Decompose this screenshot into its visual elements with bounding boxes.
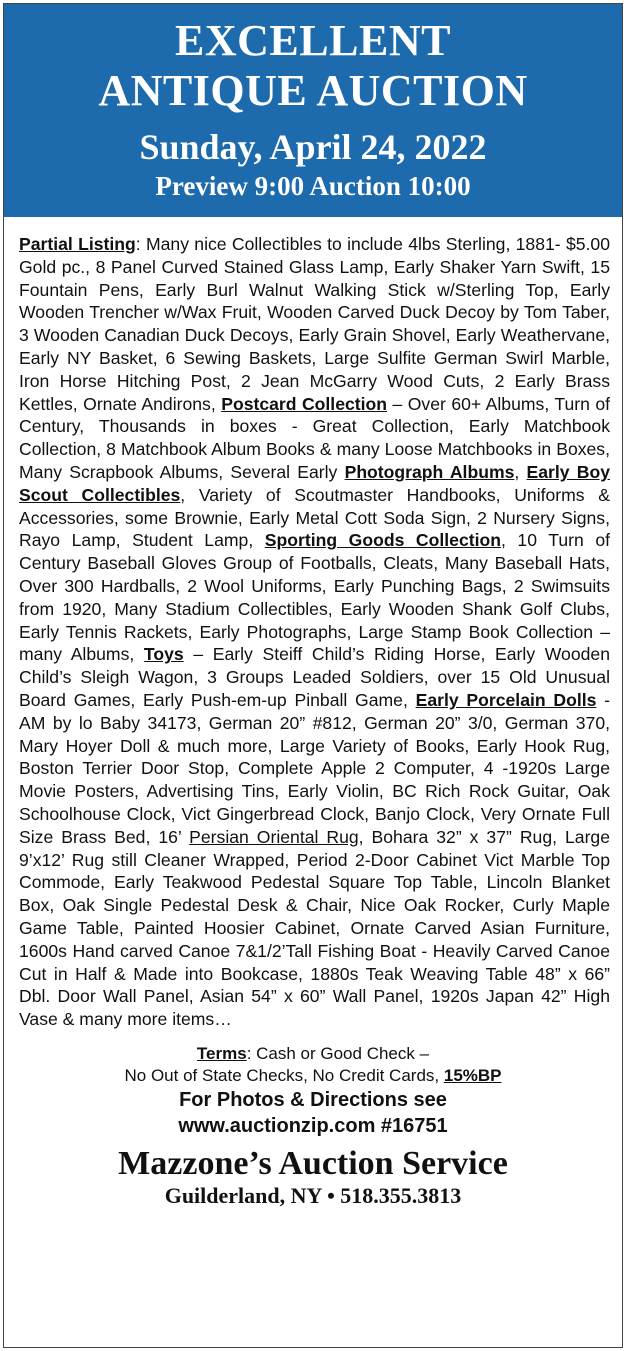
- auction-times: Preview 9:00 Auction 10:00: [155, 171, 471, 201]
- auction-date: Sunday, April 24, 2022: [139, 127, 487, 167]
- partial-listing-label: Partial Listing: [19, 234, 136, 254]
- postcard-collection-label: Postcard Collection: [221, 393, 388, 414]
- terms-text-1: : Cash or Good Check –: [246, 1043, 430, 1063]
- company-name: Mazzone’s Auction Service: [118, 1144, 508, 1182]
- listing-text-7: , Bohara 32” x 37” Rug, Large 9’x12’ Rug still Cleaner Wrapped, Period 2-Door Cabinet Vict Marble Top Commode, Early Teakwood Pedestal Square Top Table, Lincoln Blanket Box, Oak Single Pedestal Desk & Chair, Nice Oak Rocker, Curly Maple Game Table, Painted Hoosier Cabinet, Ornate Carved Asian Furniture, 1600s Hand carved Canoe 7&1/2’Tall Fishing Boat - Heavily Carved Canoe Cut in Half & Made into Bookcase, 1880s Teak Weaving Table 48” x 66” Dbl. Door Wall Panel, Asian 54” x 60” Wall Panel, 1920s Japan 42” High Vase & many more items…: [19, 826, 610, 1030]
- listing-text-3: , Variety of Scoutmaster Handbooks, Uniforms & Accessories, some Brownie, Early Metal Cott Soda Sign, 2 Nursery Signs, Rayo Lamp, Student Lamp,: [19, 484, 610, 551]
- terms-label: Terms: [196, 1043, 247, 1063]
- company-location: Guilderland, NY • 518.355.3813: [164, 1182, 462, 1208]
- auction-ad: [3, 3, 623, 1348]
- listing-text-4: , 10 Turn of Century Baseball Gloves Group of Footballs, Cleats, Many Baseball Hats, Over 300 Hardballs, 2 Wool Uniforms, Early Punching Bags, 2 Swimsuits from 1920, Many Stadium Collectibles, Early Wooden Shank Golf Clubs, Early Tennis Rackets, Early Photographs, Large Stamp Book Collection – many Albums,: [19, 530, 611, 665]
- auctionzip-link: www.auctionzip.com #16751: [178, 1114, 448, 1137]
- photos-line-1: For Photos & Directions see: [179, 1088, 447, 1111]
- header-banner: [4, 4, 622, 217]
- persian-rug-label: Persian Oriental Rug: [189, 826, 359, 847]
- terms-line-1: [4, 1043, 622, 1065]
- listing-separator: ,: [514, 461, 527, 482]
- photograph-albums-label: Photograph Albums: [344, 461, 515, 482]
- listing-text-2: – Over 60+ Albums, Turn of Century, Thousands in boxes - Great Collection, Early Matchbook Collection, 8 Matchbook Album Books & many Loose Matchbooks in Boxes, Many Scrapbook Albums, Several Early: [19, 393, 611, 482]
- terms-line-2: [4, 1065, 622, 1087]
- item-listing: [4, 217, 622, 1031]
- company-block: [4, 1145, 622, 1209]
- boy-scout-label: Early Boy Scout Collectibles: [19, 461, 610, 505]
- listing-text-5: – Early Steiff Child’s Riding Horse, Early Wooden Child’s Sleigh Wagon, 3 Groups Leaded Soldiers, over 15 Old Unusual Board Games, Early Push-em-up Pinball Game,: [19, 644, 610, 710]
- porcelain-dolls-label: Early Porcelain Dolls: [415, 689, 597, 710]
- listing-text-1: : Many nice Collectibles to include 4lbs Sterling, 1881- $5.00 Gold pc., 8 Panel Curved Stained Glass Lamp, Early Shaker Yarn Swift, 15 Fountain Pens, Early Burl Walnut Walking Stick w/Sterling Top, Early Wooden Trencher w/Wax Fruit, Wooden Carved Duck Decoy by Tom Taber, 3 Wooden Canadian Duck Decoys, Early Grain Shovel, Early Weathervane, Early NY Basket, 6 Sewing Baskets, Large Sulfite German Swirl Marble, Iron Horse Hitching Post, 2 Jean McGarry Wood Cuts, 2 Early Brass Kettles, Ornate Andirons,: [19, 234, 610, 414]
- sporting-goods-label: Sporting Goods Collection: [264, 530, 501, 551]
- terms-block: [4, 1043, 622, 1087]
- headline-excellent: EXCELLENT: [175, 16, 451, 65]
- terms-text-2: No Out of State Checks, No Credit Cards,: [124, 1065, 444, 1085]
- headline-antique-auction: ANTIQUE AUCTION: [98, 66, 528, 115]
- toys-label: Toys: [143, 644, 184, 665]
- listing-text-6: - AM by lo Baby 34173, German 20” #812, German 20” 3/0, German 370, Mary Hoyer Doll & much more, Large Variety of Books, Early Hook Rug, Boston Terrier Door Stop, Complete Apple 2 Computer, 4 -1920s Large Movie Posters, Advertising Tins, Early Violin, BC Rich Rock Guitar, Oak Schoolhouse Clock, Vict Gingerbread Clock, Banjo Clock, Very Ornate Full Size Brass Bed, 16’: [19, 689, 611, 847]
- buyers-premium: 15%BP: [443, 1065, 502, 1085]
